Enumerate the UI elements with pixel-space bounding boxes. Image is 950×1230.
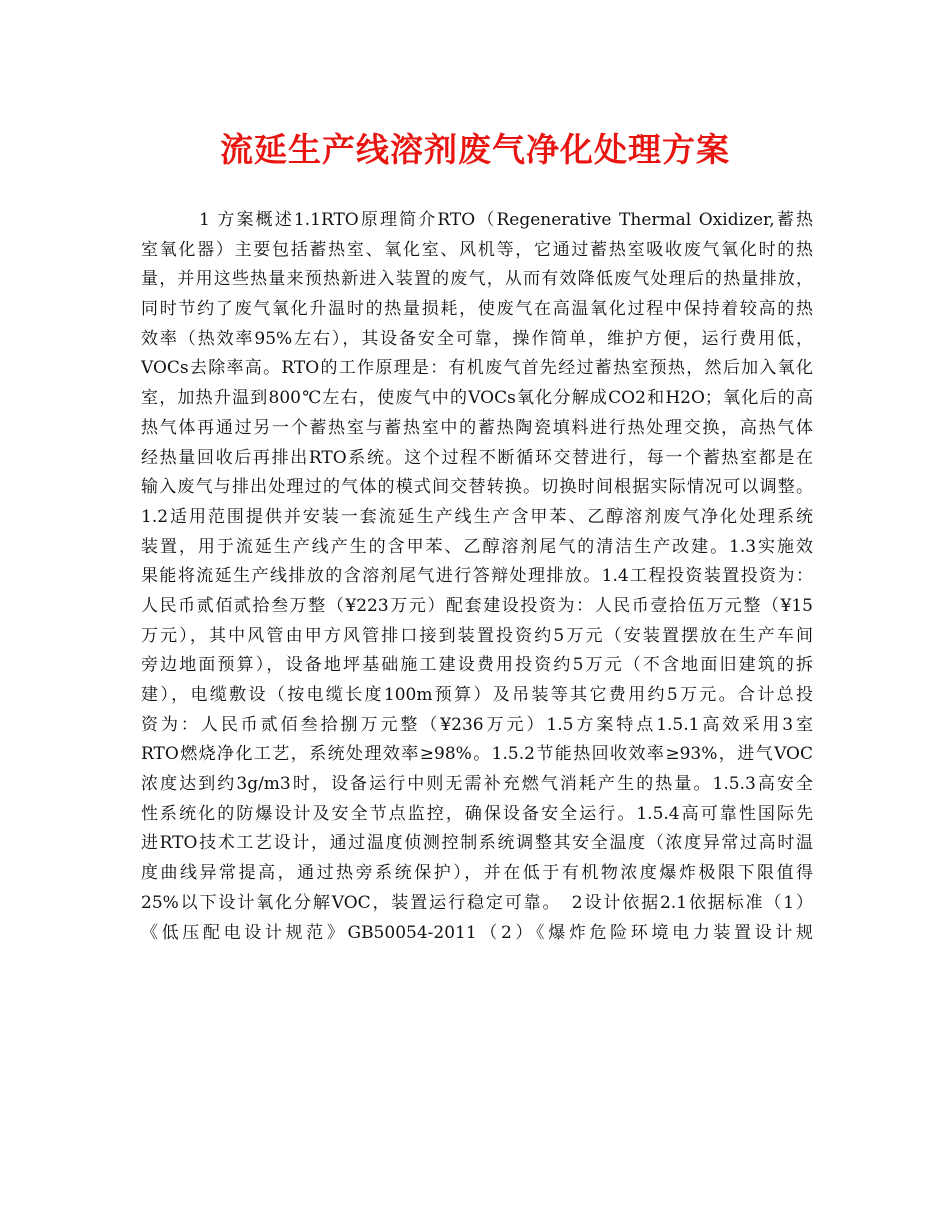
document-body [141,206,813,948]
body-line: RTO燃烧净化工艺，系统处理效率≥98%。1.5.2节能热回收效率≥93%，进气VOC [141,744,813,765]
body-line: 同时节约了废气氧化升温时的热量损耗，使废气在高温氧化过程中保持着较高的热 [141,299,813,320]
body-line: 1.2适用范围提供并安装一套流延生产线生产含甲苯、乙醇溶剂废气净化处理系统 [141,506,813,527]
body-line: 进RTO技术工艺设计，通过温度侦测控制系统调整其安全温度（浓度异常过高时温 [141,833,813,854]
body-line: 输入废气与排出处理过的气体的模式间交替转换。切换时间根据实际情况可以调整。 [141,477,813,498]
body-line: 资为：人民币贰佰叁拾捌万元整（¥236万元）1.5方案特点1.5.1高效采用3室 [141,714,813,735]
body-line: 装置，用于流延生产线产生的含甲苯、乙醇溶剂尾气的清洁生产改建。1.3实施效 [141,536,813,557]
body-line: 性系统化的防爆设计及安全节点监控，确保设备安全运行。1.5.4高可靠性国际先 [141,803,813,824]
body-line: 经热量回收后再排出RTO系统。这个过程不断循环交替进行，每一个蓄热室都是在 [141,447,813,468]
body-line: 果能将流延生产线排放的含溶剂尾气进行答辩处理排放。1.4工程投资装置投资为： [141,566,813,587]
body-line: 室，加热升温到800℃左右，使废气中的VOCs氧化分解成CO2和H2O；氧化后的高 [141,388,813,409]
body-line: 效率（热效率95%左右），其设备安全可靠，操作简单，维护方便，运行费用低， [141,328,813,349]
body-line: 热气体再通过另一个蓄热室与蓄热室中的蓄热陶瓷填料进行热处理交换，高热气体 [141,417,813,438]
body-line: 量，并用这些热量来预热新进入装置的废气，从而有效降低废气处理后的热量排放， [141,269,813,290]
body-line: 1 方案概述1.1RTO原理简介RTO（Regenerative Thermal Oxidizer,蓄热 [199,210,813,230]
document-title: 流延生产线溶剂废气净化处理方案 [220,130,730,169]
body-line: 人民币贰佰贰拾叁万整（¥223万元）配套建设投资为：人民币壹拾伍万元整（¥15 [141,595,813,616]
body-line: 度曲线异常提高，通过热旁系统保护），并在低于有机物浓度爆炸极限下限值得 [141,863,813,884]
body-line: 25%以下设计氧化分解VOC，装置运行稳定可靠。 2设计依据2.1依据标准（1） [141,892,813,913]
body-line: VOCs去除率高。RTO的工作原理是：有机废气首先经过蓄热室预热，然后加入氧化 [141,358,813,379]
body-line: 室氧化器）主要包括蓄热室、氧化室、风机等，它通过蓄热室吸收废气氧化时的热 [141,239,813,260]
body-line: 万元），其中风管由甲方风管排口接到装置投资约5万元（安装置摆放在生产车间 [141,625,813,646]
body-line: 建），电缆敷设（按电缆长度100m预算）及吊装等其它费用约5万元。合计总投 [141,685,813,705]
body-line: 《低压配电设计规范》GB50054-2011（2）《爆炸危险环境电力装置设计规 [141,922,813,943]
body-line: 浓度达到约3g/m3时，设备运行中则无需补充燃气消耗产生的热量。1.5.3高安全 [141,774,813,795]
body-line: 旁边地面预算），设备地坪基础施工建设费用投资约5万元（不含地面旧建筑的拆 [141,655,813,676]
